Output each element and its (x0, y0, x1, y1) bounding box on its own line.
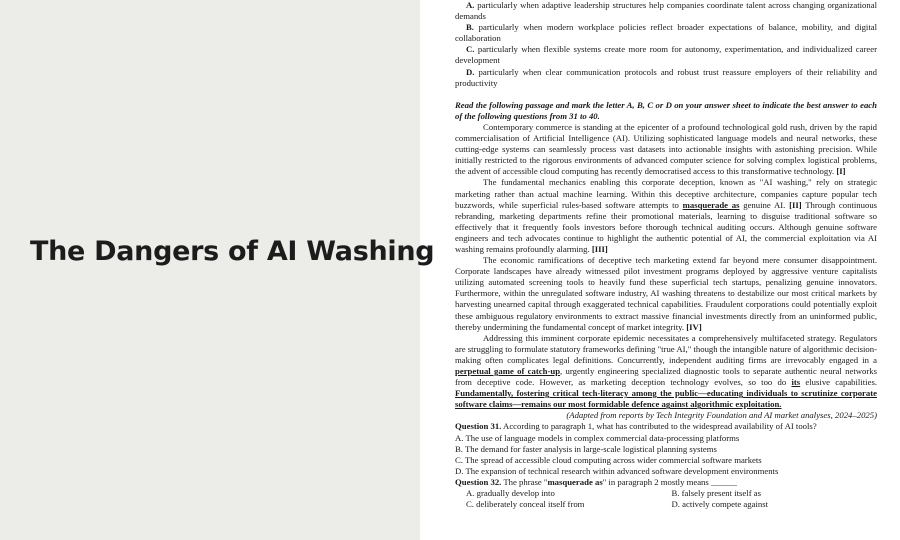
q31-option-c[interactable]: C. The spread of accessible cloud computing across wider commercial software markets (455, 454, 762, 465)
highlight-conclusion: Fundamentally, fostering critical tech-literacy among the public—educating individuals to scrutinize corporate software claims—remains our most formidable defence against algorithmic exploitation. (455, 388, 877, 410)
q31-option-a[interactable]: A. The use of language models in complex commercial data-processing platforms (455, 432, 740, 443)
passage-source: (Adapted from reports by Tech Integrity Foundation and AI market analyses, 2024–2025) (566, 410, 877, 421)
q32-option-b[interactable]: B. falsely present itself as (671, 488, 762, 499)
q32-option-d[interactable]: D. actively compete against (671, 499, 768, 510)
highlight-its: its (791, 377, 801, 388)
prev-option-d: D. particularly when clear communication protocols and robust trust reassure employers of their reliability and productivity (455, 66, 877, 88)
passage-paragraph-3: The economic ramifications of deceptive tech marketing extend far beyond mere consumer disappointment. Corporate landscapes have already witnessed pilot investment programs deployed by aggressive venture capitalists utilizing automated screening tools to heavily fund these superficial tech startups, penalizing genuine innovators. Furthermore, within the unregulated software industry, AI washing threatens to destabilize our most critical markets by harvesting unearned capital through exaggerated technical capabilities. Fraudulent corporations could potentially exploit these ambiguous regulatory environments to extract massive financial investments directly from an uninformed public, thereby undermining the fundamental concept of market integrity. [IV] (455, 255, 877, 332)
slide-title: The Dangers of AI Washing (30, 236, 435, 267)
q32-options-row-1 (466, 488, 877, 499)
q32-options-row-2 (466, 499, 877, 510)
highlight-masquerade: masquerade as (682, 199, 740, 210)
q31-option-b[interactable]: B. The demand for faster analysis in large-scale logistical planning systems (455, 443, 717, 454)
prev-option-c: C. particularly when flexible systems create more room for autonomy, experimentation, and individualized career development (455, 44, 877, 66)
question-32: Question 32. The phrase "masquerade as" in paragraph 2 mostly means ______ (455, 476, 738, 487)
exam-document (455, 0, 877, 540)
slide-panel (0, 0, 435, 540)
q31-option-d[interactable]: D. The expansion of technical research within advanced software development environments (455, 465, 779, 476)
q32-option-a[interactable]: A. gradually develop into (466, 488, 555, 499)
prev-option-b: B. particularly when modern workplace policies reflect broader expectations of balance, mobility, and digital collaboration (455, 22, 877, 44)
passage-paragraph-2: The fundamental mechanics enabling this corporate deception, known as "AI washing," rely on strategic marketing rather than actual machine learning. Within this deceptive architecture, companies capture popular tech buzzwords, while superficial rules-based software attempts to masquerade as genuine AI. [II] Through continuous rebranding, marketing departments refine their promotional materials, learning to disguise traditional software so effectively that it frequently fools investors before thorough technical auditing occurs. Although genuine software engineers and tech advocates continue to highlight the authentic potential of AI, the commercial exploitation via AI washing remains profoundly alarming. [III] (455, 177, 877, 254)
section-instruction: Read the following passage and mark the letter A, B, C or D on your answer sheet to indicate the best answer to each of the following questions from 31 to 40. (455, 99, 877, 121)
passage-paragraph-4: Addressing this imminent corporate epidemic necessitates a comprehensively multifaceted strategy. Regulators are struggling to formulate statutory frameworks defining "true AI," though the intangible nature of algorithmic decision-making often complicates legal definitions. Concurrently, independent auditing firms are irrevocably engaged in a perpetual game of catch-up, urgently engineering specialized diagnostic tools to separate authentic neural networks from deceptive code. However, as marketing deception technology evolves, so too do its elusive capabilities. Fundamentally, fostering critical tech-literacy among the public—educating individuals to scrutinize corporate software claims—remains our most formidable defence against algorithmic exploitation. (455, 332, 877, 410)
question-31: Question 31. According to paragraph 1, what has contributed to the widespread availability of AI tools? (455, 421, 817, 432)
q32-option-c[interactable]: C. deliberately conceal itself from (466, 499, 585, 510)
prev-option-a: A. particularly when adaptive leadership structures help companies coordinate talent across changing organizational demands (455, 0, 877, 22)
passage-paragraph-1: Contemporary commerce is standing at the epicenter of a profound technological gold rush, driven by the rapid commercialisation of Artificial Intelligence (AI). Utilizing sophisticated language models and neural networks, these cutting-edge systems can seamlessly process vast datasets into actionable insights with astonishing precision. While initially restricted to the rigorous environments of advanced computer science for solving complex logistical problems, the advent of accessible cloud computing has recently democratised access to this transformative technology. [I] (455, 121, 877, 177)
highlight-catch-up: perpetual game of catch-up (455, 366, 561, 376)
